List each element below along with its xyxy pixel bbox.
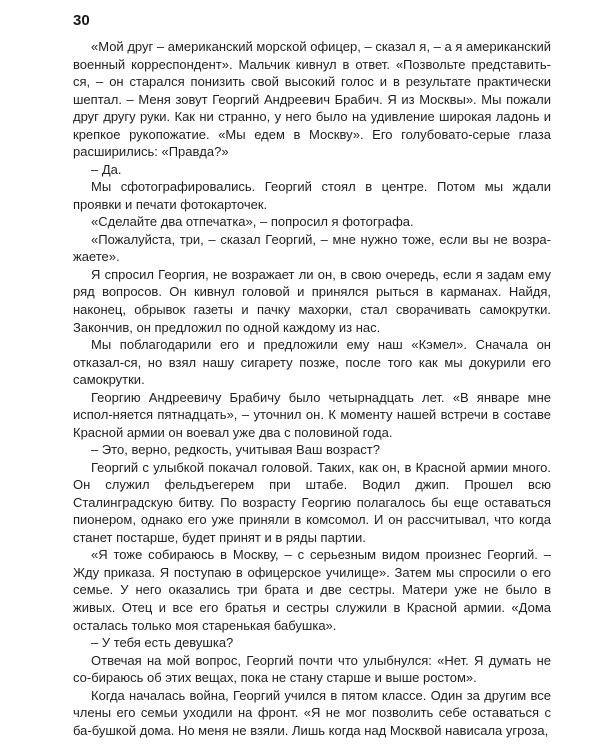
page-number: 30 [73,12,90,29]
paragraph: – Да. [91,161,122,177]
paragraph: «Я тоже собираюсь в Москву, – с серьезным видом произнес Георгий. – Жду приказа. Я поступаю в офицерское училище». Затем мы спросили о его семье. У него оказались три брата и две сестры. Матери уже не было в живых. Отец и все его братья и сестры служили в Красной армии. «Дома осталась только моя старенькая бабушка». [73,547,551,633]
paragraph: «Мой друг – американский морской офицер, – сказал я, – а я американский военный корреспондент». Мальчик кивнул в ответ. «Позвольте представить-ся, – он старался понизить свой высокий голос и в результате практически шептал. – Меня зовут Георгий Андреевич Брабич. Я из Москвы». Мы пожали друг другу руки. Как ни странно, у него было на удивление широкая ладонь и крепкое рукопожатие. «Мы едем в Москву». Его голубовато-серые глаза расширились: «Правда?» [73,39,551,160]
body-text [73,38,551,739]
paragraph: «Пожалуйста, три, – сказал Георгий, – мне нужно тоже, если вы не возра-жаете». [73,231,551,265]
paragraph: – У тебя есть девушка? [91,635,234,651]
paragraph: – Это, верно, редкость, учитывая Ваш возраст? [91,442,380,458]
paragraph: Георгий с улыбкой покачал головой. Таких, как он, в Красной армии много. Он служил фельдъегерем при штабе. Водил джип. Прошел всю Сталинградскую битву. По возрасту Георгию полагалось бы еще оставаться пионером, однако его уже приняли в комсомол. И он рассчитывал, что когда станет постарше, будет принят и в ряды партии. [73,459,551,545]
paragraph: «Сделайте два отпечатка», – попросил я фотографа. [91,214,414,230]
paragraph: Мы поблагодарили его и предложили ему наш «Кэмел». Сначала он отказал-ся, но взял нашу сигарету позже, после того как мы докурили его самокрутки. [73,337,551,388]
paragraph: Георгию Андреевичу Брабичу было четырнадцать лет. «В январе мне испол-няется пятнадцать», – уточнил он. К моменту нашей встречи в составе Красной армии он воевал уже два с половиной года. [73,389,551,440]
paragraph: Когда началась война, Георгий учился в пятом классе. Один за другим все члены его семьи уходили на фронт. «Я не мог позволить себе оставаться с ба-бушкой дома. Но меня не взяли. Лишь когда над Москвой нависала угроза, [73,687,551,738]
paragraph: Мы сфотографировались. Георгий стоял в центре. Потом мы ждали проявки и печати фотокарточек. [73,179,551,212]
paragraph: Отвечая на мой вопрос, Георгий почти что улыбнулся: «Нет. Я думать не со-бираюсь об этих вещах, пока не стану старше и выше ростом». [73,652,551,686]
paragraph: Я спросил Георгия, не возражает ли он, в свою очередь, если я задам ему ряд вопросов. Он кивнул головой и принялся рыться в карманах. Найдя, наконец, обрывок газеты и пачку махорки, стал сворачивать самокрутки. Закончив, он предложил по одной каждому из нас. [73,266,551,335]
